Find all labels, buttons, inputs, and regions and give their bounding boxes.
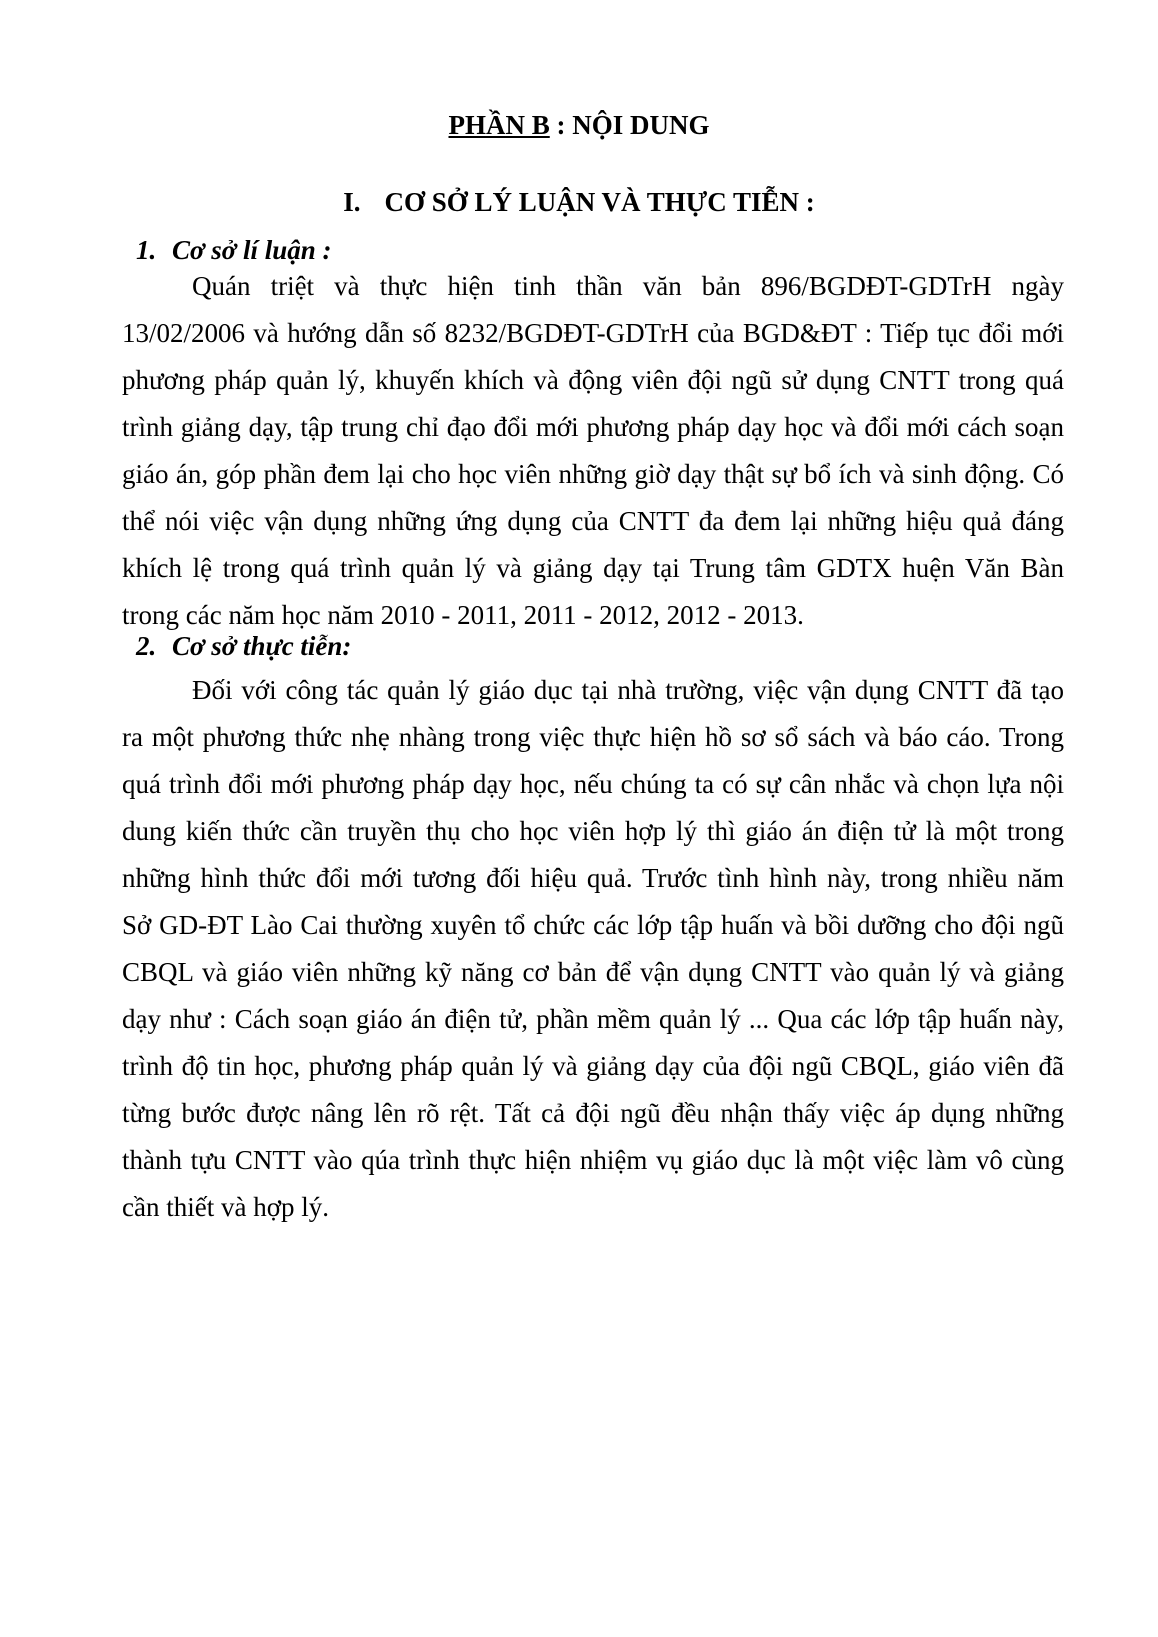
paragraph-line: trình giảng dạy, tập trung chỉ đạo đổi mới phương pháp dạy học và đổi mới cách soạn bbox=[122, 412, 1064, 442]
paragraph-line: thành tựu CNTT vào qúa trình thực hiện nhiệm vụ giáo dục là một việc làm vô cùng bbox=[122, 1145, 1064, 1175]
part-label: PHẦN B bbox=[448, 110, 550, 140]
paragraph-line: ra một phương thức nhẹ nhàng trong việc thực hiện hồ sơ sổ sách và báo cáo. Trong bbox=[122, 722, 1064, 752]
subsection-heading-2 bbox=[136, 626, 351, 666]
paragraph-line: 13/02/2006 và hướng dẫn số 8232/BGDĐT-GDTrH của BGD&ĐT : Tiếp tục đổi mới bbox=[122, 318, 1064, 348]
paragraph-line: Quán triệt và thực hiện tinh thần văn bản 896/BGDĐT-GDTrH ngày bbox=[192, 271, 1064, 301]
section-heading bbox=[0, 182, 1158, 222]
paragraph-line: quá trình đổi mới phương pháp dạy học, nếu chúng ta có sự cân nhắc và chọn lựa nội bbox=[122, 769, 1064, 799]
paragraph-line: giáo án, góp phần đem lại cho học viên những giờ dạy thật sự bổ ích và sinh động. Có bbox=[122, 459, 1064, 489]
paragraph-line: phương pháp quản lý, khuyến khích và động viên đội ngũ sử dụng CNTT trong quá bbox=[122, 365, 1064, 395]
paragraph-line: Đối với công tác quản lý giáo dục tại nhà trường, việc vận dụng CNTT đã tạo bbox=[192, 675, 1064, 705]
section-number: I. bbox=[343, 187, 361, 217]
paragraph-line: cần thiết và hợp lý. bbox=[122, 1192, 329, 1222]
paragraph-line: từng bước được nâng lên rõ rệt. Tất cả đội ngũ đều nhận thấy việc áp dụng những bbox=[122, 1098, 1064, 1128]
paragraph-theory bbox=[122, 263, 1064, 639]
paragraph-line: khích lệ trong quá trình quản lý và giảng dạy tại Trung tâm GDTX huện Văn Bàn bbox=[122, 553, 1064, 583]
paragraph-line: những hình thức đổi mới tương đối hiệu quả. Trước tình hình này, trong nhiều năm bbox=[122, 863, 1064, 893]
paragraph-line: thể nói việc vận dụng những ứng dụng của CNTT đa đem lại những hiệu quả đáng bbox=[122, 506, 1064, 536]
paragraph-line: Sở GD-ĐT Lào Cai thường xuyên tổ chức các lớp tập huấn và bồi dưỡng cho đội ngũ bbox=[122, 910, 1064, 940]
part-title: : NỘI DUNG bbox=[549, 110, 710, 140]
subsection-title: Cơ sở lí luận : bbox=[172, 235, 332, 265]
subsection-title: Cơ sở thực tiễn: bbox=[172, 631, 352, 661]
paragraph-line: trình độ tin học, phương pháp quản lý và giảng dạy của đội ngũ CBQL, giáo viên đã bbox=[122, 1051, 1064, 1081]
paragraph-practice bbox=[122, 667, 1064, 1231]
part-heading bbox=[0, 105, 1158, 145]
subsection-number: 1. bbox=[136, 235, 157, 265]
paragraph-line: trong các năm học năm 2010 - 2011, 2011 - 2012, 2012 - 2013. bbox=[122, 600, 804, 630]
subsection-number: 2. bbox=[136, 631, 157, 661]
section-title: CƠ SỞ LÝ LUẬN VÀ THỰC TIỄN : bbox=[384, 187, 815, 217]
paragraph-line: CBQL và giáo viên những kỹ năng cơ bản để vận dụng CNTT vào quản lý và giảng bbox=[122, 957, 1064, 987]
paragraph-line: dạy như : Cách soạn giáo án điện tử, phần mềm quản lý ... Qua các lớp tập huấn này, bbox=[122, 1004, 1064, 1034]
paragraph-line: dung kiến thức cần truyền thụ cho học viên hợp lý thì giáo án điện tử là một trong bbox=[122, 816, 1064, 846]
